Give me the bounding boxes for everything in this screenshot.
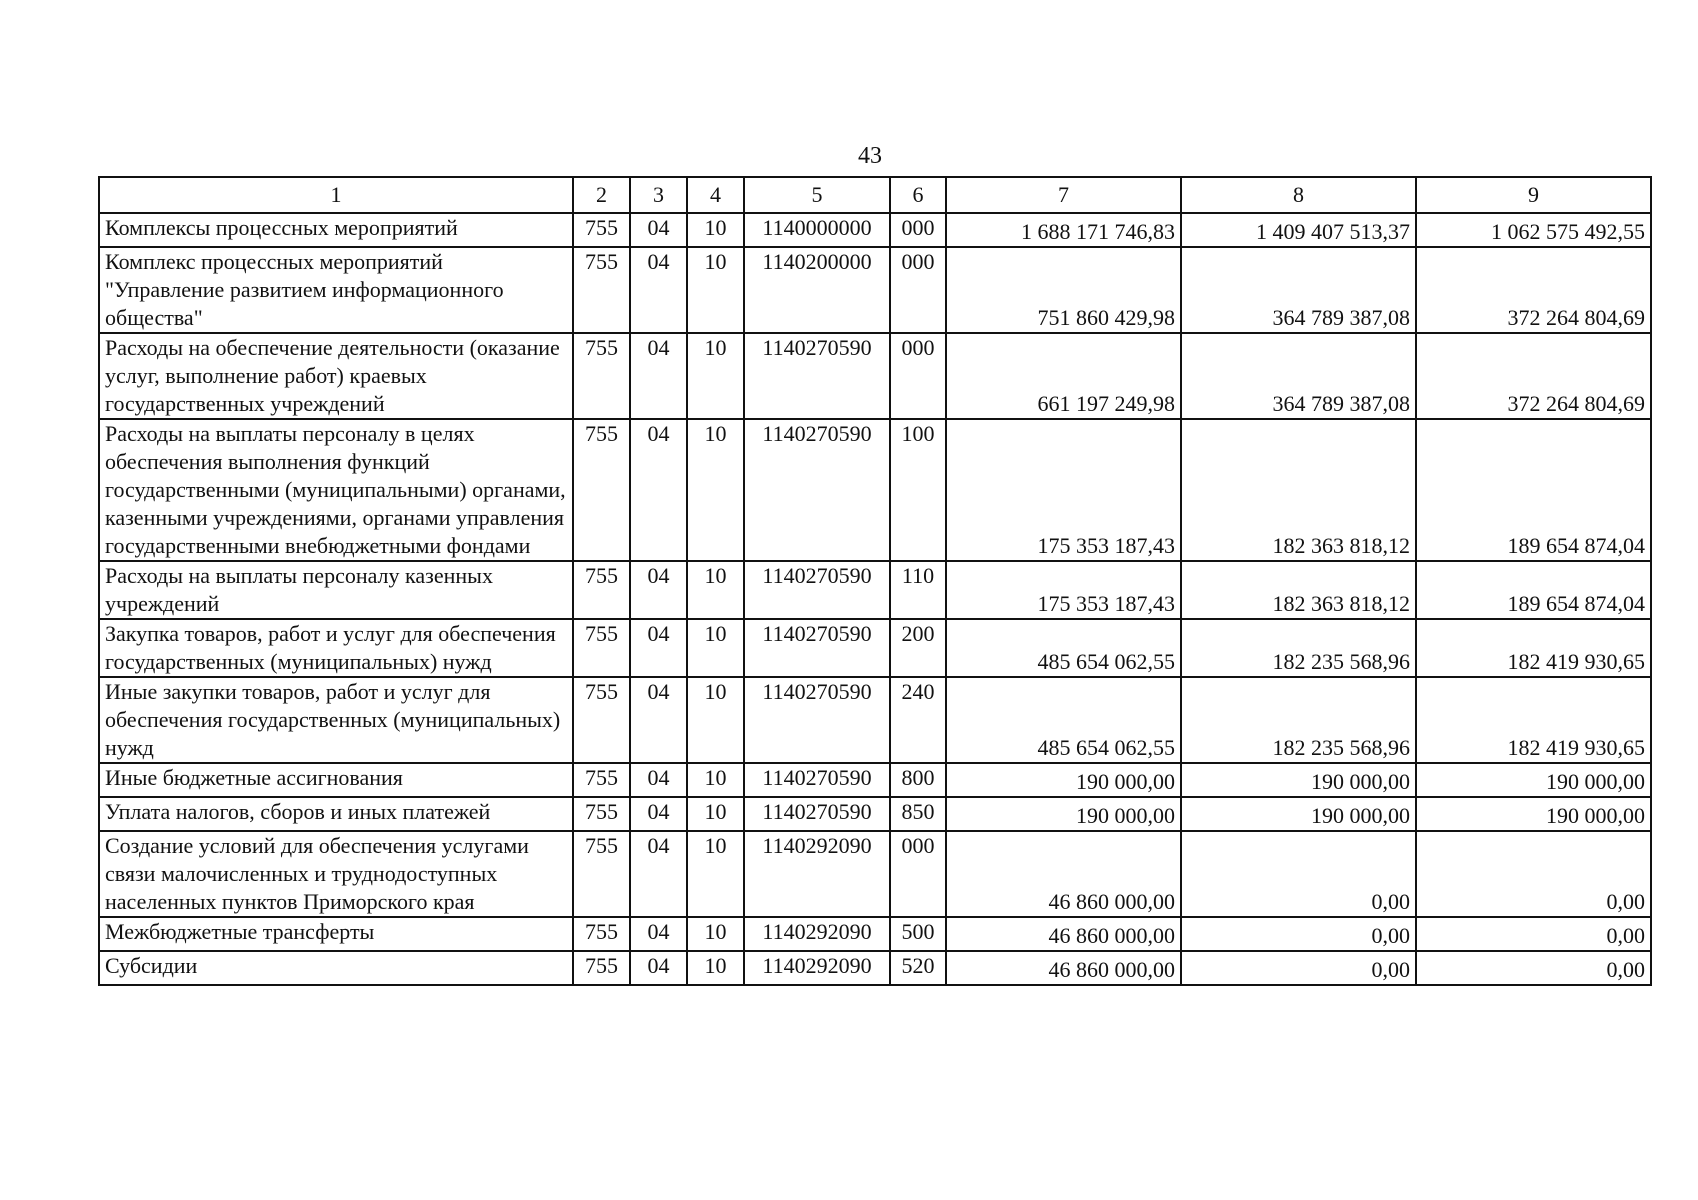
- row-name: Иные закупки товаров, работ и услуг для обеспечения государственных (муниципальных) нужд: [99, 677, 573, 763]
- row-name: Расходы на обеспечение деятельности (оказание услуг, выполнение работ) краевых государственных учреждений: [99, 333, 573, 419]
- code-cell: 1140200000: [744, 247, 890, 333]
- column-header: 4: [687, 177, 744, 213]
- amount-cell: 0,00: [1416, 917, 1651, 951]
- row-name: Уплата налогов, сборов и иных платежей: [99, 797, 573, 831]
- table-row: [99, 677, 1651, 763]
- code-cell: 10: [687, 333, 744, 419]
- amount-cell: 182 235 568,96: [1181, 677, 1416, 763]
- code-cell: 10: [687, 419, 744, 561]
- code-cell: 1140270590: [744, 333, 890, 419]
- code-cell: 1140270590: [744, 561, 890, 619]
- row-name: Расходы на выплаты персоналу казенных учреждений: [99, 561, 573, 619]
- code-cell: 100: [890, 419, 946, 561]
- amount-cell: 0,00: [1181, 951, 1416, 985]
- code-cell: 755: [573, 763, 630, 797]
- table-header-row: [99, 177, 1651, 213]
- code-cell: 10: [687, 561, 744, 619]
- code-cell: 000: [890, 247, 946, 333]
- table-row: [99, 831, 1651, 917]
- column-header: 3: [630, 177, 687, 213]
- code-cell: 000: [890, 831, 946, 917]
- row-name: Создание условий для обеспечения услугами связи малочисленных и труднодоступных населенных пунктов Приморского края: [99, 831, 573, 917]
- amount-cell: 1 062 575 492,55: [1416, 213, 1651, 247]
- code-cell: 10: [687, 917, 744, 951]
- table-row: [99, 619, 1651, 677]
- amount-cell: 364 789 387,08: [1181, 333, 1416, 419]
- table-row: [99, 797, 1651, 831]
- code-cell: 520: [890, 951, 946, 985]
- amount-cell: 372 264 804,69: [1416, 333, 1651, 419]
- code-cell: 755: [573, 419, 630, 561]
- code-cell: 1140292090: [744, 917, 890, 951]
- amount-cell: 1 409 407 513,37: [1181, 213, 1416, 247]
- code-cell: 755: [573, 677, 630, 763]
- budget-table: [98, 176, 1652, 986]
- amount-cell: 46 860 000,00: [946, 951, 1181, 985]
- amount-cell: 190 000,00: [946, 797, 1181, 831]
- code-cell: 04: [630, 797, 687, 831]
- column-header: 2: [573, 177, 630, 213]
- code-cell: 10: [687, 677, 744, 763]
- amount-cell: 485 654 062,55: [946, 677, 1181, 763]
- code-cell: 1140000000: [744, 213, 890, 247]
- code-cell: 04: [630, 561, 687, 619]
- code-cell: 04: [630, 831, 687, 917]
- amount-cell: 182 419 930,65: [1416, 677, 1651, 763]
- code-cell: 755: [573, 831, 630, 917]
- code-cell: 10: [687, 797, 744, 831]
- table-row: [99, 951, 1651, 985]
- code-cell: 1140270590: [744, 419, 890, 561]
- row-name: Комплексы процессных мероприятий: [99, 213, 573, 247]
- code-cell: 1140270590: [744, 677, 890, 763]
- amount-cell: 485 654 062,55: [946, 619, 1181, 677]
- code-cell: 10: [687, 831, 744, 917]
- code-cell: 10: [687, 247, 744, 333]
- code-cell: 04: [630, 213, 687, 247]
- column-header: 7: [946, 177, 1181, 213]
- code-cell: 10: [687, 763, 744, 797]
- code-cell: 850: [890, 797, 946, 831]
- amount-cell: 364 789 387,08: [1181, 247, 1416, 333]
- code-cell: 04: [630, 419, 687, 561]
- code-cell: 1140292090: [744, 951, 890, 985]
- amount-cell: 182 235 568,96: [1181, 619, 1416, 677]
- code-cell: 755: [573, 561, 630, 619]
- table-row: [99, 213, 1651, 247]
- code-cell: 000: [890, 213, 946, 247]
- amount-cell: 0,00: [1181, 831, 1416, 917]
- amount-cell: 189 654 874,04: [1416, 561, 1651, 619]
- page-number: 43: [858, 143, 882, 169]
- code-cell: 04: [630, 951, 687, 985]
- code-cell: 800: [890, 763, 946, 797]
- row-name: Межбюджетные трансферты: [99, 917, 573, 951]
- code-cell: 755: [573, 333, 630, 419]
- code-cell: 04: [630, 677, 687, 763]
- code-cell: 10: [687, 619, 744, 677]
- code-cell: 755: [573, 797, 630, 831]
- row-name: Расходы на выплаты персоналу в целях обеспечения выполнения функций государственными (муниципальными) органами, казенными учреждениями, органами управления государственными внебюджетными фондами: [99, 419, 573, 561]
- amount-cell: 190 000,00: [1416, 763, 1651, 797]
- row-name: Комплекс процессных мероприятий "Управление развитием информационного общества": [99, 247, 573, 333]
- code-cell: 10: [687, 951, 744, 985]
- amount-cell: 182 363 818,12: [1181, 419, 1416, 561]
- code-cell: 755: [573, 951, 630, 985]
- column-header: 9: [1416, 177, 1651, 213]
- column-header: 1: [99, 177, 573, 213]
- row-name: Иные бюджетные ассигнования: [99, 763, 573, 797]
- amount-cell: 190 000,00: [1416, 797, 1651, 831]
- table-row: [99, 917, 1651, 951]
- row-name: Субсидии: [99, 951, 573, 985]
- code-cell: 04: [630, 619, 687, 677]
- code-cell: 000: [890, 333, 946, 419]
- amount-cell: 175 353 187,43: [946, 561, 1181, 619]
- amount-cell: 182 419 930,65: [1416, 619, 1651, 677]
- amount-cell: 0,00: [1416, 831, 1651, 917]
- amount-cell: 175 353 187,43: [946, 419, 1181, 561]
- table-row: [99, 419, 1651, 561]
- code-cell: 110: [890, 561, 946, 619]
- code-cell: 1140270590: [744, 619, 890, 677]
- row-name: Закупка товаров, работ и услуг для обеспечения государственных (муниципальных) нужд: [99, 619, 573, 677]
- table-row: [99, 333, 1651, 419]
- code-cell: 755: [573, 213, 630, 247]
- code-cell: 04: [630, 333, 687, 419]
- amount-cell: 0,00: [1416, 951, 1651, 985]
- code-cell: 04: [630, 917, 687, 951]
- amount-cell: 190 000,00: [1181, 797, 1416, 831]
- code-cell: 10: [687, 213, 744, 247]
- table-row: [99, 763, 1651, 797]
- column-header: 8: [1181, 177, 1416, 213]
- amount-cell: 190 000,00: [946, 763, 1181, 797]
- table-row: [99, 247, 1651, 333]
- column-header: 6: [890, 177, 946, 213]
- code-cell: 1140270590: [744, 763, 890, 797]
- code-cell: 200: [890, 619, 946, 677]
- code-cell: 755: [573, 917, 630, 951]
- code-cell: 1140270590: [744, 797, 890, 831]
- table-row: [99, 561, 1651, 619]
- code-cell: 04: [630, 247, 687, 333]
- amount-cell: 1 688 171 746,83: [946, 213, 1181, 247]
- code-cell: 755: [573, 247, 630, 333]
- amount-cell: 190 000,00: [1181, 763, 1416, 797]
- amount-cell: 182 363 818,12: [1181, 561, 1416, 619]
- code-cell: 1140292090: [744, 831, 890, 917]
- amount-cell: 372 264 804,69: [1416, 247, 1651, 333]
- code-cell: 240: [890, 677, 946, 763]
- column-header: 5: [744, 177, 890, 213]
- code-cell: 755: [573, 619, 630, 677]
- amount-cell: 46 860 000,00: [946, 917, 1181, 951]
- amount-cell: 46 860 000,00: [946, 831, 1181, 917]
- code-cell: 04: [630, 763, 687, 797]
- amount-cell: 0,00: [1181, 917, 1416, 951]
- amount-cell: 751 860 429,98: [946, 247, 1181, 333]
- code-cell: 500: [890, 917, 946, 951]
- amount-cell: 189 654 874,04: [1416, 419, 1651, 561]
- amount-cell: 661 197 249,98: [946, 333, 1181, 419]
